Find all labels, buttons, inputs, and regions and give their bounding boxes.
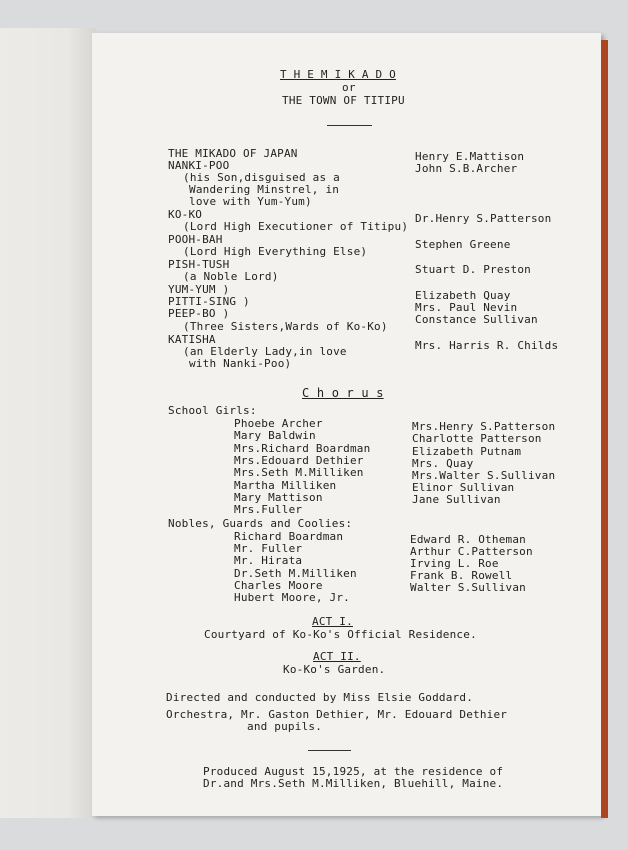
cast-role: (an Elderly Lady,in love <box>183 345 347 358</box>
cast-role: PITTI-SING ) <box>168 295 250 308</box>
cast-role: (Three Sisters,Wards of Ko-Ko) <box>183 320 388 333</box>
production-note: Produced August 15,1925, at the residence of <box>203 765 504 778</box>
cast-actor: Elizabeth Quay <box>415 289 511 302</box>
cast-role: KATISHA <box>168 333 216 346</box>
act2-label: ACT II. <box>313 650 361 663</box>
chorus-member: Hubert Moore, Jr. <box>234 591 350 604</box>
chorus-member: Elinor Sullivan <box>412 481 515 494</box>
facing-page <box>0 28 96 818</box>
cast-role: (Lord High Executioner of Titipu) <box>183 220 409 233</box>
production-note-cont: Dr.and Mrs.Seth M.Milliken, Bluehill, Maine. <box>203 777 504 790</box>
chorus-member: Mrs.Seth M.Milliken <box>234 466 364 479</box>
chorus-member: Mrs.Richard Boardman <box>234 442 371 455</box>
chorus-member: Mary Baldwin <box>234 429 316 442</box>
act2-setting: Ko-Ko's Garden. <box>283 663 386 676</box>
cast-actor: Dr.Henry S.Patterson <box>415 212 552 225</box>
cast-role: (his Son,disguised as a <box>183 171 340 184</box>
cast-role: POOH-BAH <box>168 233 223 246</box>
cast-role: KO-KO <box>168 208 203 221</box>
chorus-member: Richard Boardman <box>234 530 344 543</box>
chorus-member: Mrs.Edouard Dethier <box>234 454 364 467</box>
chorus-member: Charlotte Patterson <box>412 432 542 445</box>
chorus-heading: C h o r u s <box>302 386 384 400</box>
footer-rule <box>308 750 351 751</box>
subtitle: THE TOWN OF TITIPU <box>282 94 405 107</box>
cast-role: YUM-YUM ) <box>168 283 230 296</box>
chorus-member: Martha Milliken <box>234 479 337 492</box>
chorus-member: Frank B. Rowell <box>410 569 513 582</box>
title-or: or <box>342 81 356 94</box>
cast-actor: Mrs. Paul Nevin <box>415 301 518 314</box>
back-cover-edge <box>601 40 608 818</box>
chorus-member: Mrs. Quay <box>412 457 474 470</box>
director-credit: Directed and conducted by Miss Elsie Goddard. <box>166 691 474 704</box>
chorus-member: Jane Sullivan <box>412 493 501 506</box>
header-rule <box>327 125 372 126</box>
cast-role: (Lord High Everything Else) <box>183 245 368 258</box>
cast-role: (a Noble Lord) <box>183 270 279 283</box>
act1-setting: Courtyard of Ko-Ko's Official Residence. <box>204 628 477 641</box>
cast-actor: Stephen Greene <box>415 238 511 251</box>
cast-role: NANKI-POO <box>168 159 230 172</box>
chorus-member: Mr. Fuller <box>234 542 303 555</box>
chorus-member: Elizabeth Putnam <box>412 445 522 458</box>
chorus-member: Irving L. Roe <box>410 557 499 570</box>
cast-role: with Nanki-Poo) <box>189 357 292 370</box>
school-girls-label: School Girls: <box>168 404 257 417</box>
title: T H E M I K A D O <box>280 68 396 81</box>
cast-role: love with Yum-Yum) <box>189 195 312 208</box>
cast-actor: John S.B.Archer <box>415 162 518 175</box>
chorus-member: Mary Mattison <box>234 491 323 504</box>
cast-role: PISH-TUSH <box>168 258 230 271</box>
nobles-label: Nobles, Guards and Coolies: <box>168 517 353 530</box>
cast-actor: Mrs. Harris R. Childs <box>415 339 559 352</box>
orchestra-credit: Orchestra, Mr. Gaston Dethier, Mr. Edouard Dethier <box>166 708 508 721</box>
chorus-member: Walter S.Sullivan <box>410 581 526 594</box>
chorus-member: Charles Moore <box>234 579 323 592</box>
act1-label: ACT I. <box>312 615 353 628</box>
cast-role: PEEP-BO ) <box>168 307 230 320</box>
chorus-member: Mrs.Henry S.Patterson <box>412 420 556 433</box>
chorus-member: Arthur C.Patterson <box>410 545 533 558</box>
chorus-member: Mr. Hirata <box>234 554 303 567</box>
cast-actor: Stuart D. Preston <box>415 263 531 276</box>
chorus-member: Dr.Seth M.Milliken <box>234 567 357 580</box>
cast-role: Wandering Minstrel, in <box>189 183 340 196</box>
chorus-member: Mrs.Walter S.Sullivan <box>412 469 556 482</box>
cast-actor: Constance Sullivan <box>415 313 538 326</box>
chorus-member: Phoebe Archer <box>234 417 323 430</box>
chorus-member: Edward R. Otheman <box>410 533 526 546</box>
orchestra-credit-cont: and pupils. <box>247 720 323 733</box>
cast-role: THE MIKADO OF JAPAN <box>168 147 298 160</box>
chorus-member: Mrs.Fuller <box>234 503 303 516</box>
cast-actor: Henry E.Mattison <box>415 150 525 163</box>
